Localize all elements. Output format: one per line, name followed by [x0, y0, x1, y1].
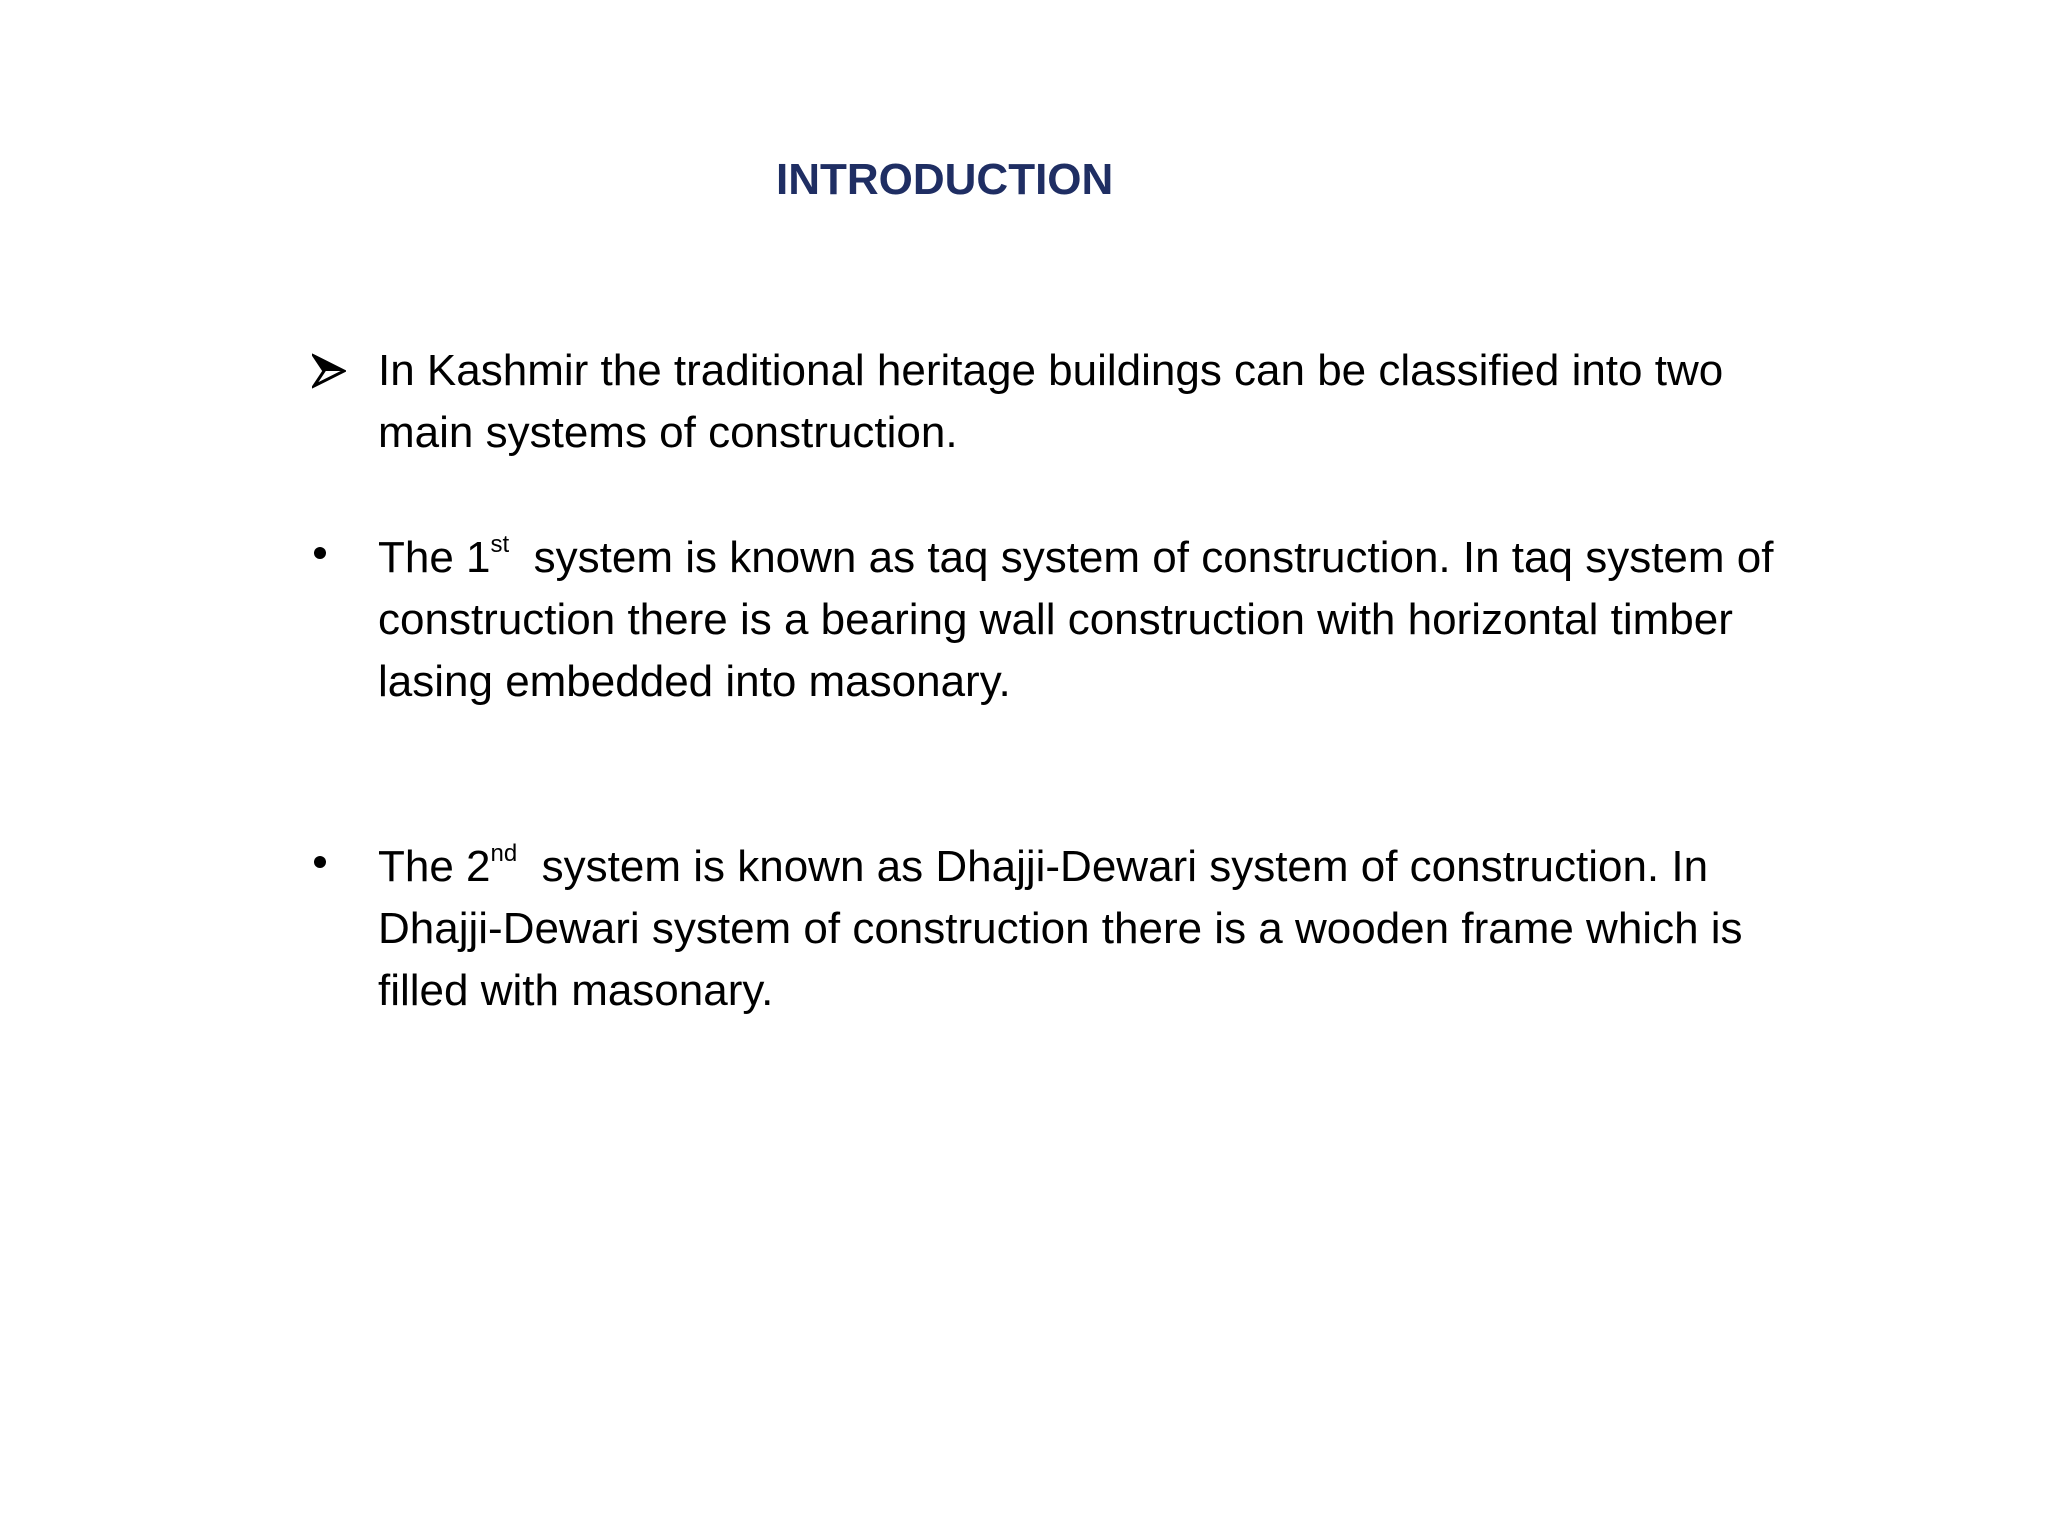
- bullet-text: [378, 527, 1786, 713]
- bullet-prefix: The 1: [378, 533, 491, 582]
- bullet-prefix: The 2: [378, 842, 491, 891]
- ordinal-suffix: nd: [490, 840, 518, 868]
- ordinal-suffix: st: [490, 531, 510, 559]
- bullet-body: system is known as Dhajji-Dewari system of construction. In Dhajji-Dewari system of construction there is a wooden frame which is filled with masonary.: [378, 842, 1755, 1015]
- bullet-dot-icon: [312, 527, 352, 589]
- bullet-item-dhajji-dewari-system: [312, 836, 1782, 1022]
- bullet-text: In Kashmir the traditional heritage buildings can be classified into two main systems of construction.: [378, 346, 1724, 457]
- bullet-dot-icon: [312, 836, 352, 898]
- bullet-item-intro: [312, 340, 1782, 464]
- bullet-item-taq-system: [312, 527, 1786, 713]
- arrowhead-icon: [312, 340, 352, 402]
- bullet-body: system is known as taq system of construction. In taq system of construction there is a bearing wall construction with horizontal timber lasing embedded into masonary.: [378, 533, 1786, 706]
- bullet-text: [378, 836, 1782, 1022]
- slide-title: INTRODUCTION: [776, 155, 1114, 204]
